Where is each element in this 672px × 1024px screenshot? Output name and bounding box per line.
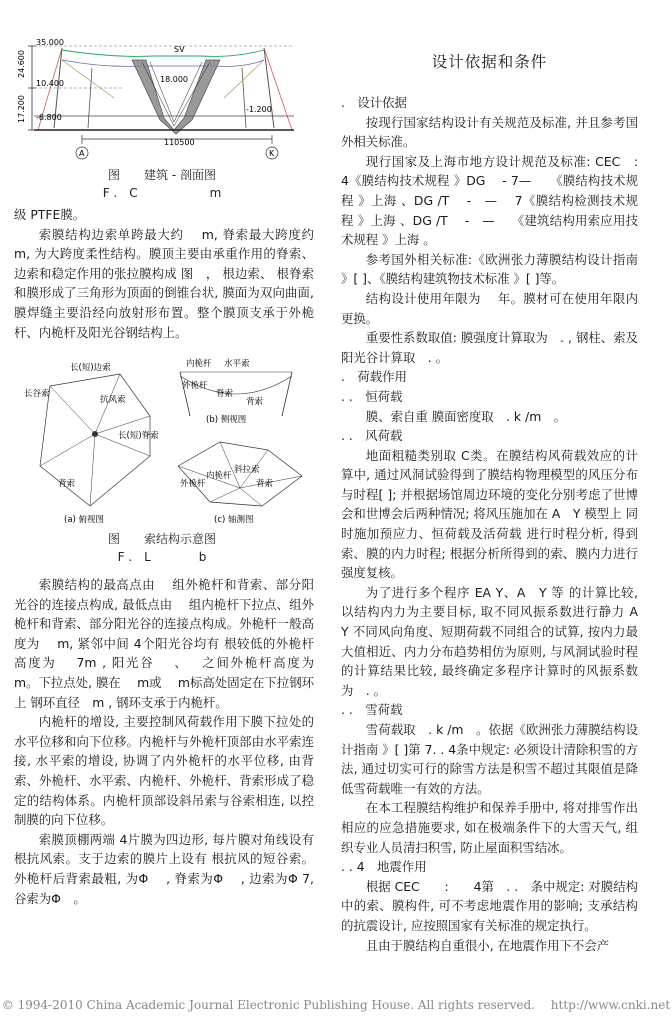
- paragraph: 为了进行多个程序 EA Y、A Y 等 的计算比较, 以结构内力为主要目标, 取不同风振系数进行静力 A Y 不同风向角度、短期荷载不同组合的试算, 按内力最大值相近、内力分布趋势相仿为原则, 与风洞试验时程的计算结果比较, 最终确定多程序计算时的风振系数为 . 。: [341, 584, 651, 698]
- label-sv: SV: [174, 45, 185, 54]
- subsection-heading: . . 雪荷载: [341, 702, 403, 718]
- figure-1-section-drawing: [14, 38, 310, 162]
- paragraph: 索膜结构的最高点由 组外桅杆和背索、部分阳光谷的连接点构成, 最低点由 组内桅杆下拉点、组外桅杆和背索、部分阳光谷的连接点构成。外桅杆一般高度为 m, 紧邻中间 4个阳光谷均有 根较低的外桅杆 高度为 7m , 阳光谷 、 之间外桅杆高度为 m。下拉点处, 膜在 m或 m标高处固定在下拉钢环上 钢环直径 m , 钢环支承于内桅杆。: [14, 577, 331, 710]
- label-iso-view: (c) 轴测图: [214, 515, 254, 525]
- paragraph: 内桅杆的增设, 主要控制风荷载作用下膜下拉处的水平位移和向下位移。内桅杆与外桅杆顶部由水平索连接, 水平索的增设, 协调了内外桅杆的水平位移, 由背索、外桅杆、水平索、内桅杆、外桅杆、背索形成了稳定的结构体系。内桅杆顶部设斜吊索与谷索相连, 以控制膜的向下位移。: [14, 714, 314, 828]
- subsection-heading: . 设计依据: [341, 95, 407, 110]
- copyright-footer: © 1994-2010 China Academic Journal Electronic Publishing House. All rights reserved. http://www.cnki.net: [1, 998, 671, 1012]
- label-side-view: (b) 侧视图: [206, 415, 247, 425]
- subsection-heading: . 荷载作用: [341, 369, 407, 385]
- dim-span: 110500: [164, 138, 195, 147]
- paragraph: 在本工程膜结构维护和保养手册中, 将对排雪作出相应的应急措施要求, 如在极端条件下的大雪天气, 组织专业人员清扫积雪, 防止屋面积雪结冰。: [341, 800, 638, 855]
- iso-view: [178, 442, 302, 525]
- subsection-heading: . . 恒荷载: [341, 388, 403, 404]
- left-column-bottom: [14, 575, 331, 908]
- label-ridge-cable-side: 脊索: [216, 389, 234, 399]
- axis-k: K: [269, 149, 275, 158]
- paragraph: 索膜结构边索单跨最大约 m, 脊索最大跨度约 m, 为大跨度柔性结构。膜顶主要由承重作用的脊索、边索和稳定作用的张拉膜构成 图 ， 根边索、 根脊索和膜形成了三角形为顶面的倒锥台状, 膜面为双向曲面, 膜焊缝主要沿经向放射形布置。整个膜顶支承于外桅杆、内桅杆及阳光谷钢结构上。: [14, 226, 331, 340]
- axis-a: A: [79, 149, 85, 158]
- side-view: [180, 358, 292, 425]
- paragraph: 参考国外相关标准:《欧洲张力薄膜结构设计指南 》[ ]、《膜结构建筑物技术标准 》[ ]等。: [341, 251, 638, 287]
- label-inner-mast: 内桅杆: [186, 359, 212, 369]
- plan-view: [24, 362, 159, 525]
- section-title: 设计依据和条件: [431, 53, 548, 71]
- label-tie-cable: 斜拉索: [234, 465, 260, 475]
- subsection-heading: . . 风荷载: [341, 428, 403, 444]
- paragraph: 重要性系数取值: 膜强度计算取为 . , 钢柱、索及阳光谷计算取 . 。: [341, 330, 638, 365]
- elev-minus-1200: -1.200: [246, 105, 272, 114]
- paragraph: 雪荷载取 . k /m 。依据《欧洲张力薄膜结构设计指南 》[ ]第 7. . 4条中规定: 必须设计清除积雪的方法, 通过切实可行的除雪方法是积雪不超过其限值是降低雪荷载唯一有效的方法。: [341, 722, 638, 796]
- elev-10400: 10.400: [36, 79, 64, 88]
- label-back-cable: 背索: [58, 479, 76, 489]
- left-column-top: [14, 205, 331, 342]
- subsection-heading: . . 4 地震作用: [341, 859, 427, 875]
- paragraph: 根据 CEC : 4第 . . 条中规定: 对膜结构中的索、膜构件, 可不考虑地震作用的影响; 支承结构的抗震设计, 应按照国家有关标准的规定执行。: [341, 878, 638, 933]
- label-back-cable-side: 背索: [246, 397, 264, 407]
- figure-2-caption-en: F . L b: [117, 550, 207, 564]
- label-outer-mast: 外桅杆: [182, 381, 208, 391]
- elev-18000: 18.000: [160, 75, 188, 84]
- figure-2-cable-diagram: [20, 356, 312, 526]
- label-edge-cable: 长(短)边索: [70, 363, 111, 373]
- label-back-cable-iso: 背索: [256, 479, 274, 489]
- paragraph: 且由于膜结构自重很小, 在地震作用下不会产: [365, 937, 610, 953]
- label-plan-view: (a) 俯视图: [64, 515, 105, 525]
- figure-1-caption-en: F . C m: [102, 186, 222, 200]
- label-outer-mast-iso: 外桅杆: [180, 479, 206, 489]
- right-column: [341, 93, 663, 955]
- paragraph: 按现行国家结构设计有关规范及标准, 并且参考国外相关标准。: [341, 114, 638, 150]
- label-inner-mast-iso: 内桅杆: [206, 471, 232, 481]
- paragraph: 现行国家及上海市地方设计规范及标准: CEC : 4《膜结构技术规程 》DG - 7— 《膜结构技术规程 》上海 、DG /T - — 7《膜结构检测技术规程 》上海 、DG /T - — 《建筑结构用索应用技术规程 》上海 。: [341, 153, 663, 248]
- dim-17200: 17.200: [17, 95, 26, 123]
- paragraph: 膜、索自重 膜面密度取 . k /m 。: [365, 408, 567, 424]
- elev-35000: 35.000: [36, 38, 64, 47]
- figure-2-caption: 图 索结构示意图: [107, 532, 216, 546]
- dim-24600: 24.600: [17, 50, 26, 78]
- label-ridge-cable: 长(短)脊索: [118, 431, 159, 441]
- paragraph: 结构设计使用年限为 年。膜材可在使用年限内更换。: [341, 290, 638, 326]
- label-wind-cable: 抗风索: [100, 395, 126, 405]
- figure-1-caption: 图 建筑 - 剖面图: [108, 168, 216, 182]
- paragraph: 地面粗糙类别取 C类。在膜结构风荷载效应的计算中, 通过风洞试验得到了膜结构物理模型的风压分布与时程[ ]; 并根据场馆周边环境的变化分别考虑了世博会和世博会后两种情况; 将风压施加在 A Y 模型上 同时施加预应力、恒荷载及活荷载 进行时程分析, 得到索、膜的内力时程; 根据分析所得到的索、膜内力进行强度复核。: [341, 447, 638, 581]
- paragraph: 级 PTFE膜。: [14, 207, 86, 222]
- elev-minus-6800: -6.800: [36, 113, 62, 122]
- paragraph: 索膜顶棚两端 4片膜为四边形, 每片膜对角线设有 根抗风索。支于边索的膜片上设有 根抗风的短谷索。外桅杆后背索最粗, 为Φ , 脊索为Φ , 边索为Φ 7, 谷索为Φ 。: [14, 831, 314, 906]
- label-valley-cable: 长谷索: [24, 389, 50, 399]
- label-horizontal-cable: 水平索: [224, 359, 250, 369]
